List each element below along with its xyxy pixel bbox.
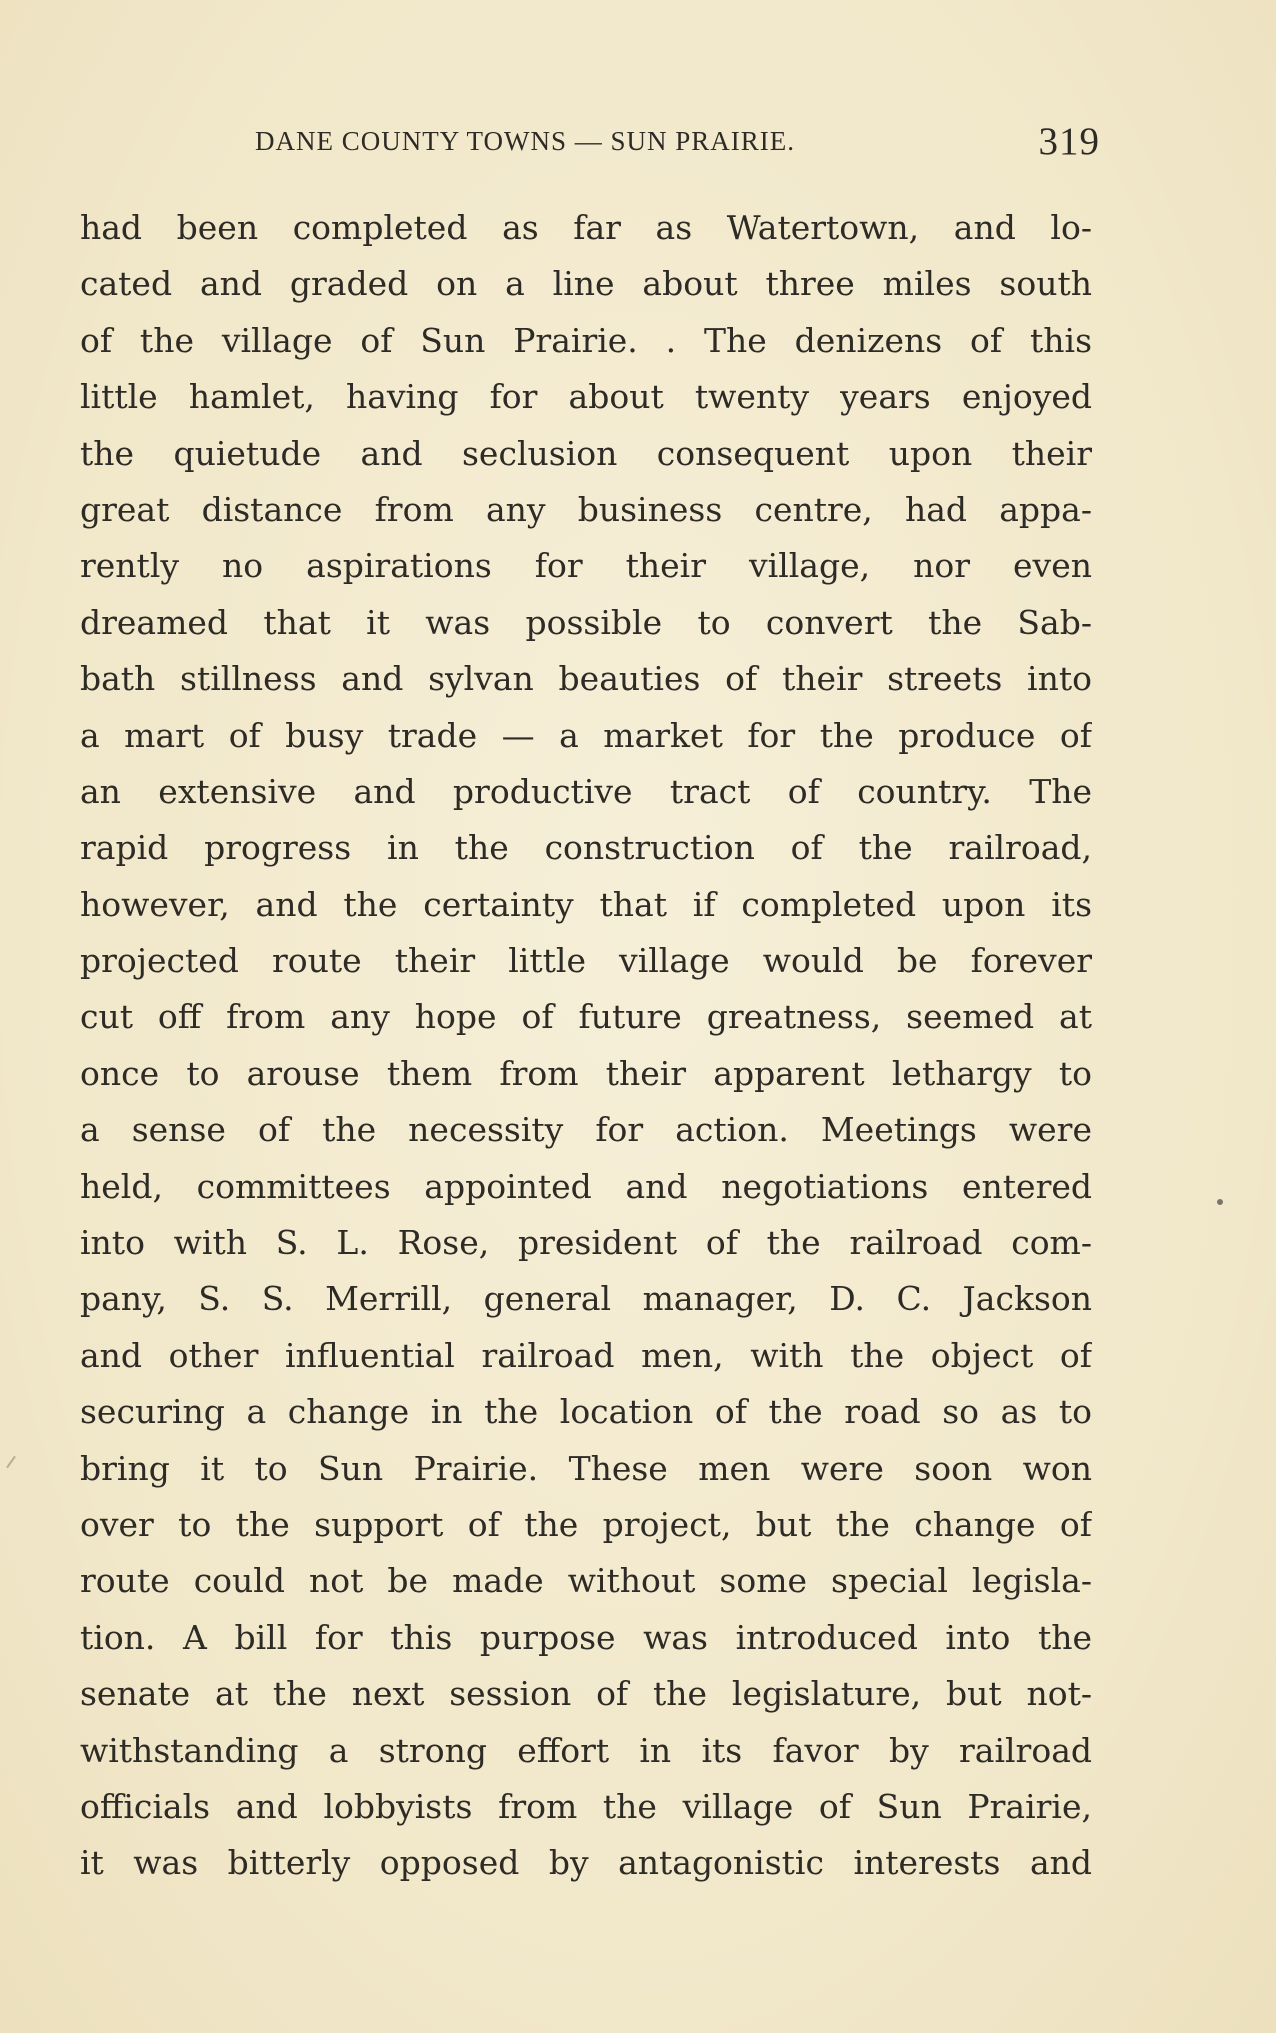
text-line: pany, S. S. Merrill, general manager, D. C. Jackson: [80, 1279, 1092, 1319]
text-line: bath stillness and sylvan beauties of their streets into: [80, 659, 1092, 699]
text-line: rapid progress in the construction of the railroad,: [80, 828, 1092, 868]
margin-dot: [1217, 1199, 1223, 1205]
running-head: [255, 116, 1100, 166]
text-line: the quietude and seclusion consequent upon their: [80, 433, 1092, 473]
page-number: 319: [1038, 119, 1100, 163]
text-line: it was bitterly opposed by antagonistic interests and: [80, 1843, 1092, 1883]
text-line: and other influential railroad men, with the object of: [80, 1335, 1092, 1375]
text-line: securing a change in the location of the road so as to: [80, 1392, 1092, 1432]
text-line: held, committees appointed and negotiations entered: [80, 1166, 1092, 1206]
text-line: rently no aspirations for their village, nor even: [80, 546, 1092, 586]
text-line: into with S. L. Rose, president of the railroad com-: [80, 1223, 1092, 1263]
text-line: bring it to Sun Prairie. These men were soon won: [80, 1448, 1092, 1488]
running-title: DANE COUNTY TOWNS — SUN PRAIRIE.: [255, 125, 796, 156]
text-line: little hamlet, having for about twenty years enjoyed: [80, 377, 1092, 417]
text-line: senate at the next session of the legislature, but not-: [80, 1674, 1092, 1714]
text-line: however, and the certainty that if completed upon its: [80, 884, 1092, 924]
text-line: a sense of the necessity for action. Meetings were: [80, 1110, 1092, 1150]
text-line: cut off from any hope of future greatness, seemed at: [80, 997, 1092, 1037]
text-line: an extensive and productive tract of country. The: [80, 771, 1092, 811]
text-line: projected route their little village would be forever: [80, 941, 1092, 981]
body-text: [80, 200, 1092, 1892]
text-line: route could not be made without some special legisla-: [80, 1561, 1092, 1601]
text-line: of the village of Sun Prairie. . The denizens of this: [80, 320, 1092, 360]
text-line: once to arouse them from their apparent lethargy to: [80, 1053, 1092, 1093]
text-line: withstanding a strong effort in its favor by railroad: [80, 1730, 1092, 1770]
text-line: over to the support of the project, but the change of: [80, 1504, 1092, 1544]
text-line: had been completed as far as Watertown, and lo-: [80, 208, 1092, 247]
text-line: a mart of busy trade — a market for the produce of: [80, 715, 1092, 755]
text-line: tion. A bill for this purpose was introduced into the: [80, 1617, 1092, 1657]
text-line: officials and lobbyists from the village of Sun Prairie,: [80, 1786, 1092, 1826]
text-line: great distance from any business centre, had appa-: [80, 489, 1092, 529]
text-line: dreamed that it was possible to convert the Sab-: [80, 602, 1092, 642]
margin-pencil-mark: [6, 1456, 16, 1469]
text-line: cated and graded on a line about three miles south: [80, 264, 1092, 304]
